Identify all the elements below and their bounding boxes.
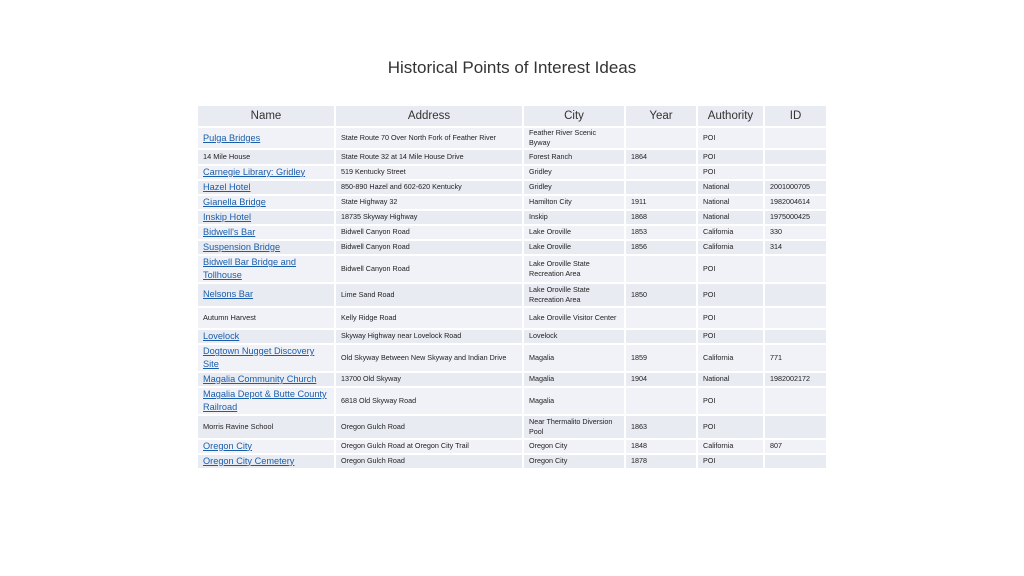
header-authority: Authority [698, 106, 765, 128]
cell-name[interactable] [198, 455, 336, 470]
table-row [198, 345, 828, 373]
cell-address: State Highway 32 [336, 196, 524, 211]
table-row [198, 241, 828, 256]
cell-authority: California [698, 241, 765, 256]
cell-year [626, 128, 698, 150]
cell-id: 1975000425 [765, 211, 828, 226]
cell-id [765, 166, 828, 181]
cell-id [765, 128, 828, 150]
cell-year [626, 256, 698, 284]
cell-city: Feather River Scenic Byway [524, 128, 626, 150]
header-name: Name [198, 106, 336, 128]
cell-city: Magalia [524, 345, 626, 373]
cell-year [626, 330, 698, 345]
cell-name[interactable] [198, 196, 336, 211]
cell-city: Hamilton City [524, 196, 626, 211]
cell-authority: National [698, 373, 765, 388]
cell-city: Lake Oroville [524, 226, 626, 241]
cell-year [626, 308, 698, 330]
poi-link[interactable]: Gianella Bridge [203, 196, 266, 207]
table-row [198, 284, 828, 308]
poi-name: Autumn Harvest [203, 312, 256, 322]
table-row [198, 211, 828, 226]
poi-link[interactable]: Oregon City Cemetery [203, 455, 295, 466]
cell-id: 1982002172 [765, 373, 828, 388]
cell-city: Lake Oroville State Recreation Area [524, 256, 626, 284]
cell-address: 850-890 Hazel and 602-620 Kentucky [336, 181, 524, 196]
poi-link[interactable]: Magalia Depot & Butte County Railroad [203, 389, 327, 412]
poi-link[interactable]: Inskip Hotel [203, 211, 252, 222]
cell-year: 1868 [626, 211, 698, 226]
table-row [198, 373, 828, 388]
header-year: Year [626, 106, 698, 128]
cell-id [765, 308, 828, 330]
cell-city: Oregon City [524, 440, 626, 455]
cell-id [765, 256, 828, 284]
cell-address: Skyway Highway near Lovelock Road [336, 330, 524, 345]
cell-address: Kelly Ridge Road [336, 308, 524, 330]
cell-name[interactable] [198, 166, 336, 181]
poi-link[interactable]: Bidwell's Bar [203, 226, 256, 237]
poi-link[interactable]: Magalia Community Church [203, 373, 317, 384]
cell-authority: POI [698, 308, 765, 330]
poi-link[interactable]: Nelsons Bar [203, 289, 254, 300]
cell-id: 2001000705 [765, 181, 828, 196]
poi-link[interactable]: Carnegie Library: Gridley [203, 166, 306, 177]
cell-year: 1856 [626, 241, 698, 256]
cell-address: Lime Sand Road [336, 284, 524, 308]
cell-year: 1859 [626, 345, 698, 373]
cell-address: Oregon Gulch Road [336, 455, 524, 470]
table-row [198, 455, 828, 470]
cell-id: 1982004614 [765, 196, 828, 211]
cell-name[interactable] [198, 211, 336, 226]
cell-id: 330 [765, 226, 828, 241]
cell-id [765, 330, 828, 345]
poi-name: 14 Mile House [203, 152, 251, 161]
header-address: Address [336, 106, 524, 128]
cell-name[interactable] [198, 241, 336, 256]
cell-authority: POI [698, 330, 765, 345]
cell-address: Bidwell Canyon Road [336, 256, 524, 284]
cell-year [626, 388, 698, 416]
cell-city: Lake Oroville [524, 241, 626, 256]
cell-id: 314 [765, 241, 828, 256]
cell-year: 1878 [626, 455, 698, 470]
cell-authority: POI [698, 166, 765, 181]
cell-name[interactable] [198, 181, 336, 196]
cell-authority: POI [698, 388, 765, 416]
poi-link[interactable]: Pulga Bridges [203, 132, 261, 143]
cell-authority: National [698, 196, 765, 211]
cell-id [765, 388, 828, 416]
cell-address: Bidwell Canyon Road [336, 226, 524, 241]
cell-city: Magalia [524, 373, 626, 388]
table-row [198, 256, 828, 284]
cell-authority: National [698, 181, 765, 196]
cell-address: State Route 70 Over North Fork of Feather River [336, 128, 524, 150]
cell-year: 1904 [626, 373, 698, 388]
cell-name[interactable] [198, 330, 336, 345]
cell-id [765, 455, 828, 470]
cell-id: 771 [765, 345, 828, 373]
cell-year: 1864 [626, 150, 698, 166]
table-row [198, 440, 828, 455]
cell-address: 6818 Old Skyway Road [336, 388, 524, 416]
table-row [198, 196, 828, 211]
poi-table [198, 106, 828, 470]
cell-authority: POI [698, 416, 765, 440]
cell-address: Old Skyway Between New Skyway and Indian Drive [336, 345, 524, 373]
cell-name[interactable] [198, 256, 336, 284]
cell-authority: National [698, 211, 765, 226]
poi-link[interactable]: Hazel Hotel [203, 181, 251, 192]
cell-city: Lake Oroville State Recreation Area [524, 284, 626, 308]
cell-address: 18735 Skyway Highway [336, 211, 524, 226]
poi-link[interactable]: Dogtown Nugget Discovery Site [203, 346, 315, 369]
cell-authority: POI [698, 455, 765, 470]
cell-city: Lovelock [524, 330, 626, 345]
table-row [198, 388, 828, 416]
poi-link[interactable]: Oregon City [203, 440, 253, 451]
table-row [198, 150, 828, 166]
cell-address: Bidwell Canyon Road [336, 241, 524, 256]
cell-name[interactable] [198, 373, 336, 388]
cell-city: Inskip [524, 211, 626, 226]
cell-authority: POI [698, 256, 765, 284]
cell-year: 1853 [626, 226, 698, 241]
cell-name [198, 416, 336, 440]
cell-city: Forest Ranch [524, 150, 626, 166]
cell-name[interactable] [198, 440, 336, 455]
cell-address: 519 Kentucky Street [336, 166, 524, 181]
header-id: ID [765, 106, 828, 128]
table-header-row [198, 106, 828, 128]
cell-city: Oregon City [524, 455, 626, 470]
cell-authority: California [698, 440, 765, 455]
cell-name[interactable] [198, 388, 336, 416]
cell-city: Lake Oroville Visitor Center [524, 308, 626, 330]
table-row [198, 166, 828, 181]
cell-address: 13700 Old Skyway [336, 373, 524, 388]
cell-year: 1850 [626, 284, 698, 308]
table-row [198, 330, 828, 345]
cell-year [626, 181, 698, 196]
cell-id [765, 150, 828, 166]
cell-city: Magalia [524, 388, 626, 416]
cell-year [626, 166, 698, 181]
cell-name[interactable] [198, 284, 336, 308]
table-row [198, 128, 828, 150]
poi-link[interactable]: Lovelock [203, 330, 240, 341]
cell-authority: POI [698, 128, 765, 150]
table-row [198, 416, 828, 440]
table-row [198, 226, 828, 241]
cell-authority: California [698, 345, 765, 373]
poi-name: Morris Ravine School [203, 421, 274, 431]
header-city: City [524, 106, 626, 128]
cell-year: 1848 [626, 440, 698, 455]
cell-authority: POI [698, 150, 765, 166]
cell-city: Gridley [524, 166, 626, 181]
cell-id [765, 416, 828, 440]
cell-name [198, 150, 336, 166]
cell-name[interactable] [198, 128, 336, 150]
table-row [198, 181, 828, 196]
cell-id: 807 [765, 440, 828, 455]
cell-city: Near Thermalito Diversion Pool [524, 416, 626, 440]
cell-address: Oregon Gulch Road at Oregon City Trail [336, 440, 524, 455]
poi-link[interactable]: Suspension Bridge [203, 241, 281, 252]
poi-link[interactable]: Bidwell Bar Bridge and Tollhouse [203, 257, 296, 280]
cell-authority: California [698, 226, 765, 241]
cell-name[interactable] [198, 345, 336, 373]
cell-city: Gridley [524, 181, 626, 196]
cell-year: 1911 [626, 196, 698, 211]
table-row [198, 308, 828, 330]
cell-id [765, 284, 828, 308]
cell-year: 1863 [626, 416, 698, 440]
cell-name [198, 308, 336, 330]
cell-authority: POI [698, 284, 765, 308]
page-title: Historical Points of Interest Ideas [387, 58, 637, 77]
cell-address: Oregon Gulch Road [336, 416, 524, 440]
cell-name[interactable] [198, 226, 336, 241]
cell-address: State Route 32 at 14 Mile House Drive [336, 150, 524, 166]
